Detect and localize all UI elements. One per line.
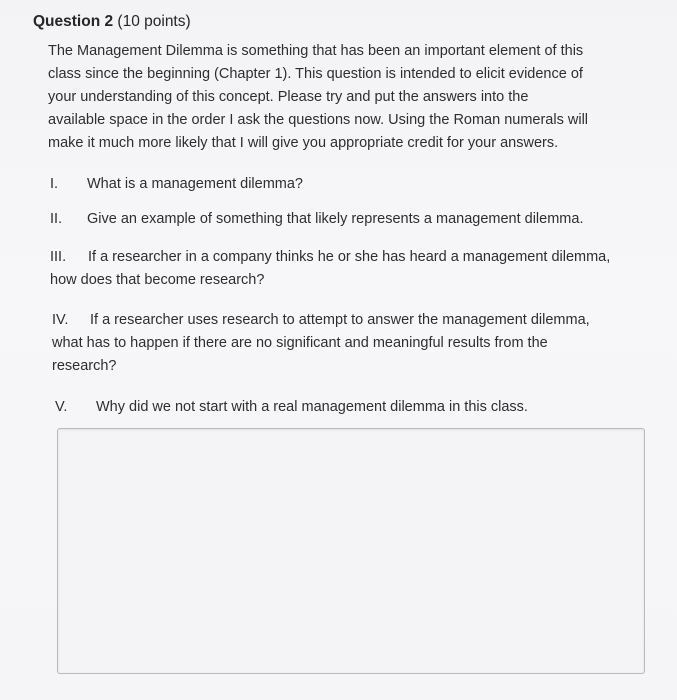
question-points: (10 points) <box>117 13 191 30</box>
instruction-line: available space in the order I ask the questions now. Using the Roman numerals will <box>48 112 589 128</box>
roman-numeral: I. <box>50 176 59 192</box>
roman-numeral: III. <box>50 249 67 265</box>
instruction-line: your understanding of this concept. Please try and put the answers into the <box>48 89 529 105</box>
roman-numeral: IV. <box>52 312 69 328</box>
sub-question-text: Give an example of something that likely represents a management dilemma. <box>87 211 584 227</box>
sub-question-text: If a researcher uses research to attempt to answer the management dilemma, <box>90 312 590 328</box>
question-header <box>33 12 191 32</box>
roman-numeral: II. <box>50 211 63 227</box>
sub-question-text: Why did we not start with a real management dilemma in this class. <box>96 399 528 415</box>
sub-question-text: If a researcher in a company thinks he or she has heard a management dilemma, <box>88 249 611 265</box>
answer-box <box>57 428 645 674</box>
sub-question-text: research? <box>52 358 117 374</box>
sub-question-5 <box>55 396 528 419</box>
sub-question-text: how does that become research? <box>50 272 265 288</box>
sub-question-2 <box>50 208 583 231</box>
sub-question-text: what has to happen if there are no significant and meaningful results from the <box>52 335 548 351</box>
sub-question-4 <box>52 309 590 378</box>
instruction-line: make it much more likely that I will give you appropriate credit for your answers. <box>48 135 559 151</box>
sub-question-3 <box>50 246 610 292</box>
sub-question-1 <box>50 173 303 196</box>
roman-numeral: V. <box>55 399 68 415</box>
sub-question-text: What is a management dilemma? <box>87 176 303 192</box>
question-title: Question 2 <box>33 13 114 30</box>
instruction-line: The Management Dilemma is something that has been an important element of this <box>48 43 584 59</box>
instruction-line: class since the beginning (Chapter 1). This question is intended to elicit evidence of <box>48 66 583 82</box>
answer-textarea[interactable] <box>58 429 644 673</box>
question-instructions <box>48 40 648 155</box>
